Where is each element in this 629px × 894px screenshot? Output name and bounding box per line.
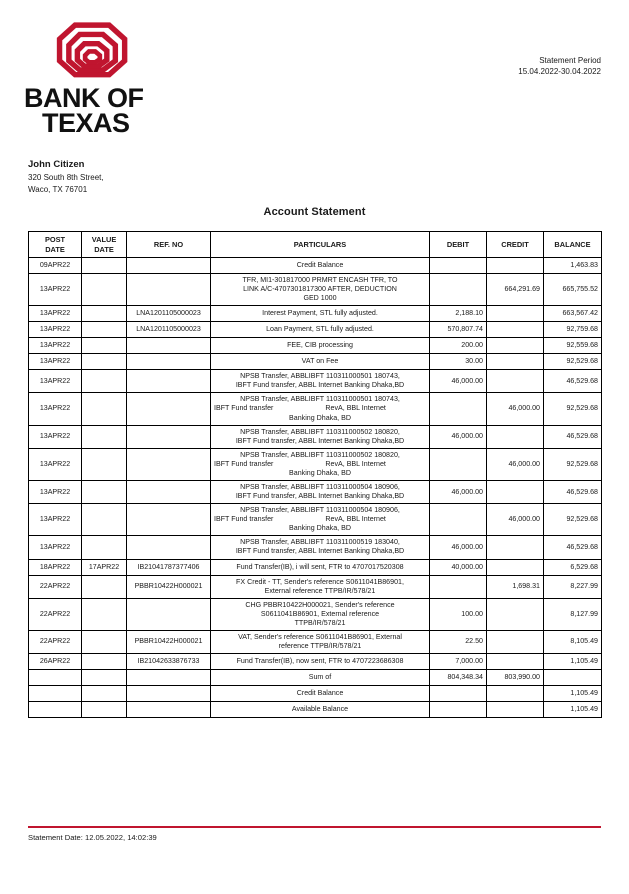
cell-ref-no [127,670,211,686]
cell-particulars [211,425,430,448]
cell-particulars [211,686,430,702]
cell-particulars [211,481,430,504]
particulars-line: FX Credit - TT, Sender's reference S0611041B86901, [236,577,404,586]
table-row [29,306,602,322]
cell-post-date: 13APR22 [29,274,82,306]
particulars-line: IBFT Fund transfer, ABBL Internet Banking Dhaka,BD [235,436,405,445]
cell-credit [487,598,544,630]
cell-debit: 7,000.00 [430,654,487,670]
cell-balance: 92,529.68 [544,504,602,536]
cell-value-date [82,306,127,322]
cell-particulars [211,559,430,575]
cell-particulars [211,598,430,630]
cell-value-date [82,354,127,370]
cell-ref-no [127,425,211,448]
transactions-table [28,231,602,718]
particulars-line: Sum of [308,673,332,682]
cell-balance: 46,529.68 [544,425,602,448]
column-header-balance: BALANCE [544,232,602,258]
cell-debit [430,504,487,536]
column-header-value-date [82,232,127,258]
table-row [29,654,602,670]
cell-ref-no: PBBR10422H000021 [127,575,211,598]
cell-post-date: 13APR22 [29,370,82,393]
table-row [29,274,602,306]
cell-value-date [82,536,127,559]
cell-balance: 92,559.68 [544,338,602,354]
cell-ref-no [127,686,211,702]
cell-debit: 22.50 [430,630,487,653]
customer-name: John Citizen [28,159,85,170]
cell-value-date [82,425,127,448]
cell-ref-no [127,481,211,504]
cell-particulars [211,630,430,653]
cell-debit [430,448,487,480]
particulars-line: NPSB Transfer, ABBLIBFT 110311000501 180743, [240,372,400,381]
particulars-line: IBFT Fund transfer RevA, BBL Internet [214,515,386,524]
cell-debit: 46,000.00 [430,481,487,504]
cell-balance: 663,567.42 [544,306,602,322]
col-post-date-l1: POST [44,235,66,245]
cell-debit [430,274,487,306]
cell-debit: 804,348.34 [430,670,487,686]
cell-post-date [29,702,82,718]
cell-balance: 1,463.83 [544,258,602,274]
cell-credit [487,306,544,322]
cell-balance: 1,105.49 [544,654,602,670]
cell-debit: 46,000.00 [430,425,487,448]
cell-particulars [211,354,430,370]
table-row [29,338,602,354]
table-row [29,686,602,702]
customer-address-line-1: 320 South 8th Street, [28,173,104,183]
page-header [0,0,629,150]
particulars-line: Banking Dhaka, BD [289,468,351,477]
footer-divider [28,826,601,828]
cell-ref-no [127,258,211,274]
cell-credit [487,702,544,718]
table-row [29,559,602,575]
statement-period-value: 15.04.2022-30.04.2022 [518,66,601,76]
cell-value-date [82,448,127,480]
cell-credit: 1,698.31 [487,575,544,598]
customer-address-block [28,158,104,195]
cell-value-date [82,670,127,686]
table-row [29,322,602,338]
particulars-line: NPSB Transfer, ABBLIBFT 110311000504 180906, [240,506,400,515]
cell-post-date: 22APR22 [29,598,82,630]
cell-post-date [29,670,82,686]
bank-name-line-1: BANK OF [24,83,144,113]
cell-value-date [82,575,127,598]
cell-ref-no: LNA1201105000023 [127,322,211,338]
cell-balance: 8,105.49 [544,630,602,653]
cell-debit: 46,000.00 [430,370,487,393]
particulars-line: VAT on Fee [301,357,339,366]
cell-debit: 46,000.00 [430,536,487,559]
col-post-date-l2: DATE [45,244,65,254]
table-row [29,504,602,536]
cell-balance: 92,759.68 [544,322,602,338]
cell-debit: 100.00 [430,598,487,630]
cell-ref-no [127,393,211,425]
page-title: Account Statement [263,206,366,218]
transactions-table-wrapper [28,231,601,718]
cell-balance: 6,529.68 [544,559,602,575]
cell-value-date [82,393,127,425]
cell-particulars [211,322,430,338]
cell-value-date [82,338,127,354]
particulars-line: External reference TTPB/IR/578/21 [264,586,376,595]
cell-credit [487,654,544,670]
cell-debit [430,575,487,598]
cell-value-date [82,504,127,536]
column-header-post-date [29,232,82,258]
cell-debit [430,393,487,425]
cell-balance: 92,529.68 [544,354,602,370]
cell-credit [487,630,544,653]
cell-debit: 200.00 [430,338,487,354]
particulars-line: IBFT Fund transfer RevA, BBL Internet [214,459,386,468]
particulars-line: NPSB Transfer, ABBLIBFT 110311000504 180906, [240,483,400,492]
particulars-line: NPSB Transfer, ABBLIBFT 110311000519 183040, [240,538,400,547]
particulars-line: Interest Payment, STL fully adjusted. [262,309,378,318]
cell-value-date [82,598,127,630]
cell-post-date: 26APR22 [29,654,82,670]
cell-post-date: 13APR22 [29,354,82,370]
cell-balance: 92,529.68 [544,393,602,425]
table-row [29,425,602,448]
table-row [29,670,602,686]
table-row [29,393,602,425]
particulars-line: Loan Payment, STL fully adjusted. [266,325,374,334]
cell-credit [487,559,544,575]
cell-post-date: 13APR22 [29,536,82,559]
table-row [29,702,602,718]
particulars-line: TTPB/IR/578/21 [294,618,346,627]
particulars-line: reference TTPB/IR/578/21 [278,642,362,651]
cell-value-date [82,630,127,653]
table-row [29,536,602,559]
cell-balance: 1,105.49 [544,686,602,702]
table-header [29,232,602,258]
cell-ref-no [127,504,211,536]
cell-credit [487,481,544,504]
particulars-line: S0611041B86901, External reference [260,609,380,618]
cell-particulars [211,258,430,274]
table-row [29,575,602,598]
cell-balance: 665,755.52 [544,274,602,306]
cell-balance: 8,127.99 [544,598,602,630]
cell-credit: 664,291.69 [487,274,544,306]
cell-value-date [82,481,127,504]
cell-balance: 92,529.68 [544,448,602,480]
table-row [29,448,602,480]
cell-particulars [211,670,430,686]
statement-date-footer: Statement Date: 12.05.2022, 14:02:39 [28,833,157,842]
cell-ref-no [127,536,211,559]
particulars-line: IBFT Fund transfer, ABBL Internet Banking Dhaka,BD [235,547,405,556]
cell-post-date [29,686,82,702]
cell-credit [487,425,544,448]
particulars-line: Credit Balance [296,260,344,269]
cell-debit: 2,188.10 [430,306,487,322]
cell-balance: 8,227.99 [544,575,602,598]
cell-credit [487,338,544,354]
cell-debit: 570,807.74 [430,322,487,338]
cell-debit [430,258,487,274]
cell-credit [487,686,544,702]
cell-post-date: 13APR22 [29,393,82,425]
particulars-line: FEE, CIB processing [287,341,353,350]
col-value-date-l1: VALUE [91,235,117,245]
cell-balance [544,670,602,686]
cell-particulars [211,575,430,598]
cell-particulars [211,504,430,536]
particulars-line: NPSB Transfer, ABBLIBFT 110311000502 180820, [240,450,400,459]
cell-particulars [211,393,430,425]
cell-post-date: 13APR22 [29,322,82,338]
bank-logo [24,22,184,136]
cell-post-date: 13APR22 [29,504,82,536]
particulars-line: Banking Dhaka, BD [289,413,351,422]
cell-ref-no [127,370,211,393]
cell-value-date [82,322,127,338]
cell-value-date [82,654,127,670]
cell-ref-no [127,354,211,370]
cell-value-date: 17APR22 [82,559,127,575]
cell-particulars [211,338,430,354]
table-header-row [29,232,602,258]
cell-balance: 46,529.68 [544,370,602,393]
particulars-line: LINK A/C-4707301817300 AFTER, DEDUCTION [243,285,397,294]
column-header-credit: CREDIT [487,232,544,258]
column-header-particulars: PARTICULARS [211,232,430,258]
cell-ref-no [127,338,211,354]
particulars-line: CHG PBBR10422H000021, Sender's reference [245,600,395,609]
particulars-line: NPSB Transfer, ABBLIBFT 110311000502 180820, [240,427,400,436]
table-row [29,481,602,504]
cell-particulars [211,274,430,306]
cell-debit [430,702,487,718]
cell-post-date: 18APR22 [29,559,82,575]
column-header-ref-no: REF. NO [127,232,211,258]
cell-post-date: 13APR22 [29,338,82,354]
column-header-debit: DEBIT [430,232,487,258]
cell-post-date: 13APR22 [29,425,82,448]
octagon-spiral-logo-icon [50,22,128,84]
cell-value-date [82,370,127,393]
bank-name-line-2: TEXAS [42,107,130,138]
cell-post-date: 13APR22 [29,448,82,480]
particulars-line: NPSB Transfer, ABBLIBFT 110311000501 180743, [240,395,400,404]
table-row [29,354,602,370]
cell-credit [487,322,544,338]
particulars-line: Available Balance [291,705,349,714]
cell-credit: 46,000.00 [487,393,544,425]
cell-credit [487,536,544,559]
cell-post-date: 13APR22 [29,481,82,504]
cell-post-date: 09APR22 [29,258,82,274]
particulars-line: Credit Balance [296,689,344,698]
cell-particulars [211,306,430,322]
cell-ref-no: PBBR10422H000021 [127,630,211,653]
cell-ref-no: IB21042633876733 [127,654,211,670]
particulars-line: GED 1000 [303,294,337,303]
cell-balance: 46,529.68 [544,536,602,559]
cell-ref-no [127,702,211,718]
particulars-line: IBFT Fund transfer RevA, BBL Internet [214,404,386,413]
cell-credit: 46,000.00 [487,448,544,480]
particulars-line: TFR, MI1-301817000 PRMRT ENCASH TFR, TO [242,276,398,284]
cell-credit [487,258,544,274]
table-row [29,598,602,630]
statement-period-label: Statement Period [539,56,601,65]
particulars-line: IBFT Fund transfer, ABBL Internet Banking Dhaka,BD [235,381,405,390]
cell-particulars [211,536,430,559]
cell-ref-no: IB21041787377406 [127,559,211,575]
cell-debit [430,686,487,702]
cell-debit: 30.00 [430,354,487,370]
cell-value-date [82,702,127,718]
cell-ref-no [127,598,211,630]
table-body [29,258,602,718]
cell-balance: 46,529.68 [544,481,602,504]
cell-credit [487,370,544,393]
particulars-line: Banking Dhaka, BD [289,524,351,533]
particulars-line: IBFT Fund transfer, ABBL Internet Banking Dhaka,BD [235,492,405,501]
cell-particulars [211,702,430,718]
cell-particulars [211,370,430,393]
customer-address-line-2: Waco, TX 76701 [28,184,88,194]
cell-credit: 46,000.00 [487,504,544,536]
cell-post-date: 22APR22 [29,575,82,598]
particulars-line: Fund Transfer(IB), now sent, FTR to 4707223686308 [236,657,404,666]
cell-ref-no [127,274,211,306]
cell-ref-no [127,448,211,480]
table-row [29,370,602,393]
particulars-line: VAT, Sender's reference S0611041B86901, External [238,632,402,641]
cell-value-date [82,686,127,702]
cell-value-date [82,258,127,274]
bank-wordmark [24,83,184,138]
statement-period [518,56,601,78]
table-row [29,630,602,653]
cell-debit: 40,000.00 [430,559,487,575]
col-value-date-l2: DATE [94,244,114,254]
cell-post-date: 22APR22 [29,630,82,653]
cell-credit: 803,990.00 [487,670,544,686]
cell-balance: 1,105.49 [544,702,602,718]
cell-particulars [211,448,430,480]
particulars-line: Fund Transfer(IB), i will sent, FTR to 4707017520308 [236,562,404,571]
cell-ref-no: LNA1201105000023 [127,306,211,322]
cell-post-date: 13APR22 [29,306,82,322]
table-row [29,258,602,274]
cell-credit [487,354,544,370]
cell-particulars [211,654,430,670]
cell-value-date [82,274,127,306]
